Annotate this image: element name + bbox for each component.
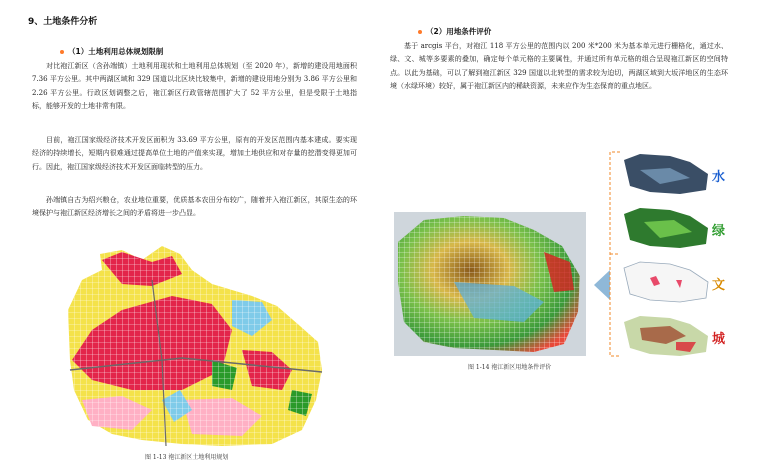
paragraph-3: 孙端镇自古为绍兴粮仓，农业地位重要，优质基本农田分布较广，随着并入袍江新区，其原生态的环境保护与袍江新区经济增长之间的矛盾将进一步凸显。 bbox=[32, 196, 357, 218]
section-title: 9、土地条件分析 bbox=[28, 17, 98, 27]
label-city: 城 bbox=[712, 332, 726, 347]
land-use-plan-map bbox=[62, 240, 330, 448]
land-condition-evaluation-map bbox=[394, 212, 586, 356]
bullet-icon bbox=[418, 30, 422, 34]
layer-culture-map bbox=[620, 258, 712, 306]
subsection-title-text: （2）用地条件评价 bbox=[426, 27, 492, 36]
layer-city-map bbox=[620, 312, 712, 360]
subsection-title-land-evaluation bbox=[418, 26, 491, 37]
subsection-title-text: （1）土地利用总体规划限制 bbox=[68, 47, 164, 56]
label-green: 绿 bbox=[712, 224, 726, 239]
paragraph-1: 对比袍江新区（含孙端镇）土地利用现状和土地利用总体规划（至 2020 年），新增的建设用地面积 7.36 平方公里。其中两湖区域和 329 国道以北区块比较集中，新增的建设用地分别为 3.86 平方公里和 2.26 平方公里。行政区划调整之后，袍江新区行政管辖范围扩大了 52 平方公里，但是受限于土地指标，能够开发的土地非常有限。 bbox=[32, 62, 357, 110]
label-water: 水 bbox=[712, 170, 726, 185]
layer-green-map bbox=[620, 204, 712, 252]
paragraph-2: 目前，袍江国家级经济技术开发区面积为 33.69 平方公里，原有的开发区范围内基本建成。要实现经济的持续增长，短期内很难通过提高单位土地的产值来实现，增加土地供应和对存量的挖潜变得更加可行。因此，袍江国家级经济技术开发区面临转型的压力。 bbox=[32, 136, 357, 171]
paragraph-evaluation: 基于 arcgis 平台，对袍江 118 平方公里的范围内以 200 米*200 米为基本单元进行栅格化，通过水、绿、文、城等多要素的叠加，确定每个单元格的主要属性，并通过所有单元格的组合呈现袍江新区的空间特点。以此为基础，可以了解到袍江新区 329 国道以北转型的需求较为迫切，两湖区域到大坂洋地区的生态环境（水绿环境）较好，属于袍江新区内的稀缺资源，未来应作为生态保育的重点地区。 bbox=[390, 42, 728, 90]
bullet-icon bbox=[60, 50, 64, 54]
label-culture: 文 bbox=[712, 278, 726, 293]
figure-caption-1-13: 图 1-13 袍江新区土地利用规划 bbox=[145, 454, 229, 461]
layer-water-map bbox=[620, 150, 712, 198]
subsection-title-land-plan bbox=[60, 46, 163, 57]
figure-caption-1-14: 图 1-14 袍江新区用地条件评价 bbox=[468, 364, 552, 371]
